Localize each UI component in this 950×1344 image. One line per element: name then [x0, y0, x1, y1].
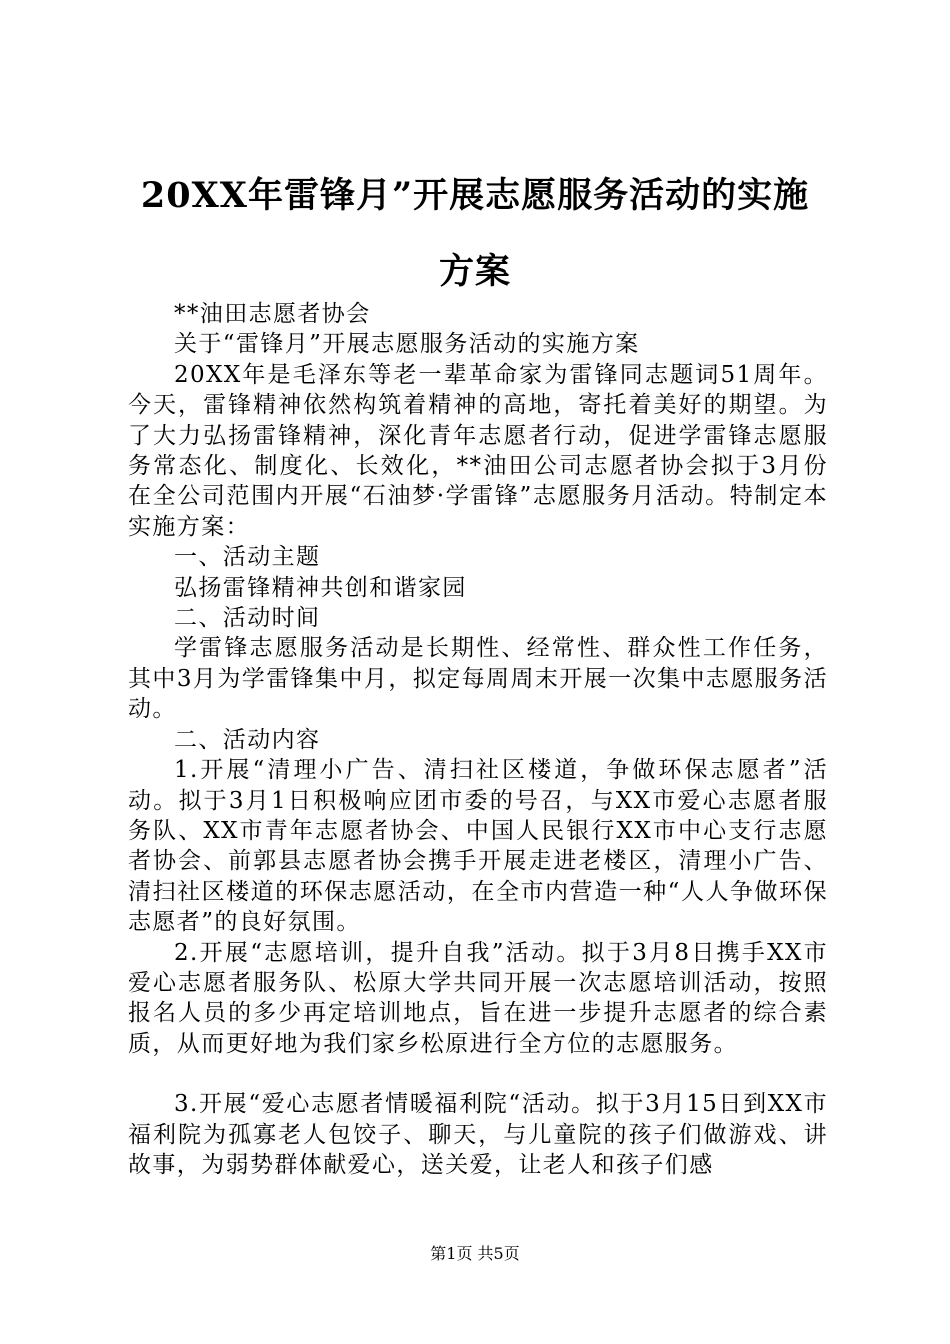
- paragraph-item-3: 3.开展“爱心志愿者情暖福利院“活动。拟于3月15日到XX市福利院为孤寡老人包饺子、聊天，与儿童院的孩子们做游戏、讲故事，为弱势群体献爱心，送关爱，让老人和孩子们感: [128, 1091, 828, 1178]
- page-footer: 第1页 共5页: [430, 1244, 520, 1263]
- paragraph-item-1: 1.开展“清理小广告、清扫社区楼道，争做环保志愿者”活动。拟于3月1日积极响应团市委的号召，与XX市爱心志愿者服务队、XX市青年志愿者协会、中国人民银行XX市中心支行志愿者协会、前郭县志愿者协会携手开展走进老楼区，清理小广告、清扫社区楼道的环保志愿活动，在全市内营造一种“人人争做环保志愿者”的良好氛围。: [128, 757, 828, 936]
- section-heading-theme: 一、活动主题: [174, 544, 321, 571]
- document-body: [128, 299, 828, 1180]
- paragraph-theme: 弘扬雷锋精神共创和谐家园: [174, 574, 467, 601]
- section-heading-time: 二、活动时间: [174, 605, 321, 632]
- paragraph-introduction: 20XX年是毛泽东等老一辈革命家为雷锋同志题词51周年。今天，雷锋精神依然构筑着精神的高地，寄托着美好的期望。为了大力弘扬雷锋精神，深化青年志愿者行动，促进学雷锋志愿服务常态化、制度化、长效化，**油田公司志愿者协会拟于3月份在全公司范围内开展“石油梦·学雷锋”志愿服务月活动。特制定本实施方案：: [128, 361, 828, 540]
- paragraph-organization: **油田志愿者协会: [174, 301, 371, 327]
- paragraph-item-2: 2.开展“志愿培训，提升自我”活动。拟于3月8日携手XX市爱心志愿者服务队、松原大学共同开展一次志愿培训活动，按照报名人员的多少再定培训地点，旨在进一步提升志愿者的综合素质，从而更好地为我们家乡松原进行全方位的志愿服务。: [128, 939, 828, 1057]
- section-heading-content: 二、活动内容: [174, 726, 321, 753]
- paragraph-time: 学雷锋志愿服务活动是长期性、经常性、群众性工作任务，其中3月为学雷锋集中月，拟定每周周末开展一次集中志愿服务活动。: [128, 635, 828, 723]
- paragraph-subject: 关于“雷锋月”开展志愿服务活动的实施方案: [174, 331, 640, 358]
- document-title: 20XX年雷锋月”开展志愿服务活动的实施方案: [140, 175, 810, 292]
